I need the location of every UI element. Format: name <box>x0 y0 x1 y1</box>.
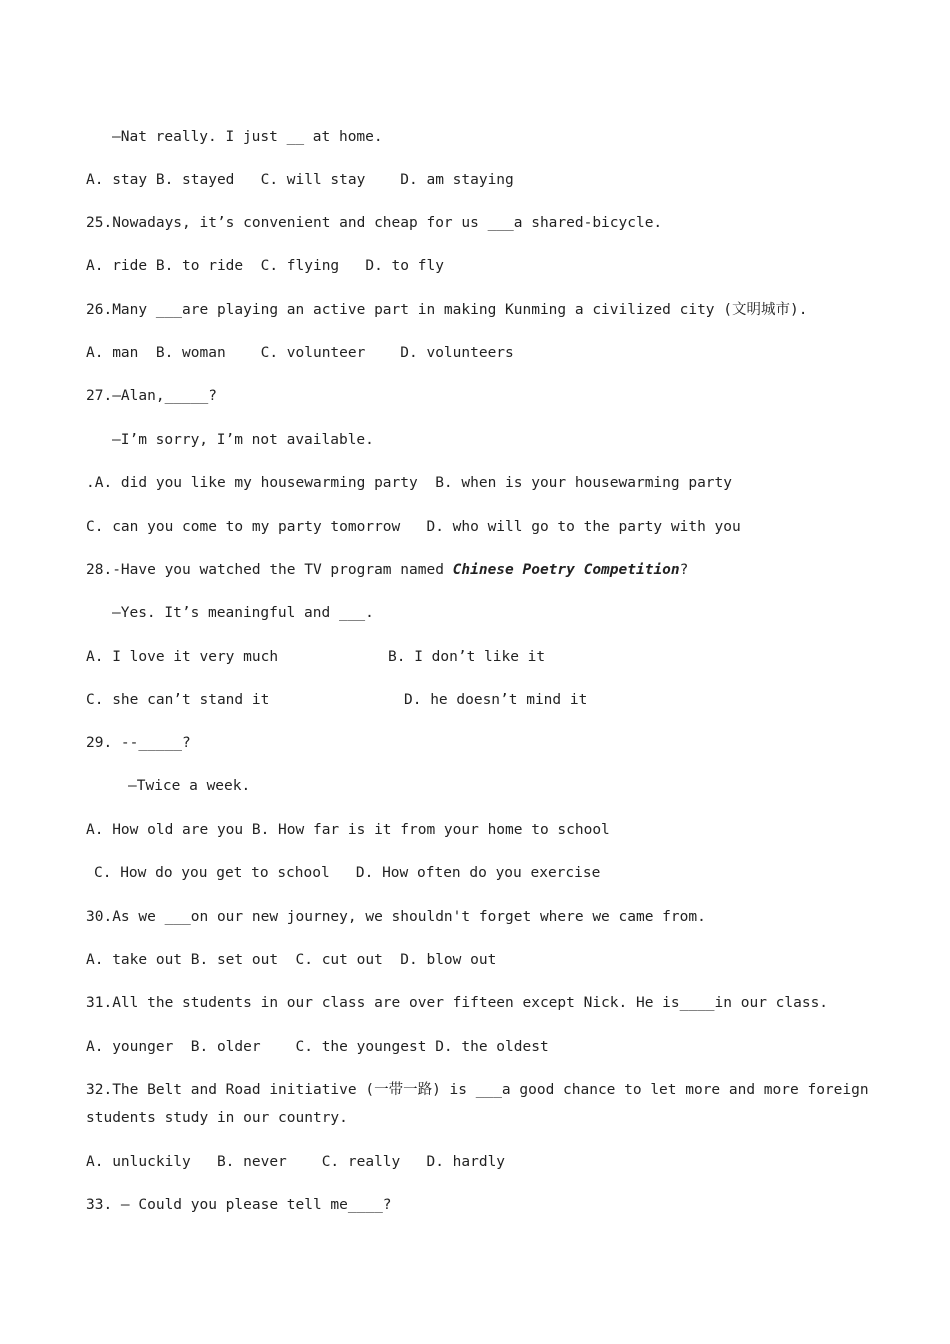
q27-stem: 27.—Alan,_____? <box>86 388 217 404</box>
q30-stem: 30.As we ___on our new journey, we shouldn't forget where we came from. <box>86 909 706 925</box>
q30-options: A. take out B. set out C. cut out D. blow out <box>86 952 497 968</box>
q32-stem-continued: students study in our country. <box>86 1110 348 1126</box>
q25-options: A. ride B. to ride C. flying D. to fly <box>86 258 444 274</box>
q27-reply: —I’m sorry, I’m not available. <box>112 432 374 448</box>
q28-option-b: B. I don’t like it <box>388 649 546 665</box>
q26-options: A. man B. woman C. volunteer D. volunteers <box>86 345 514 361</box>
q32-options: A. unluckily B. never C. really D. hardly <box>86 1154 506 1170</box>
q29-options-cd: C. How do you get to school D. How often do you exercise <box>94 865 601 881</box>
q28-stem-post: ? <box>679 562 689 578</box>
q28-option-c: C. she can’t stand it <box>86 692 270 708</box>
q33-stem: 33. — Could you please tell me____? <box>86 1197 392 1213</box>
q31-stem: 31.All the students in our class are over fifteen except Nick. He is____in our class. <box>86 995 829 1011</box>
q27-options-cd: C. can you come to my party tomorrow D. who will go to the party with you <box>86 519 741 535</box>
q24-answer-line: —Nat really. I just __ at home. <box>112 129 383 145</box>
q28-option-a: A. I love it very much <box>86 649 279 665</box>
q32-stem: 32.The Belt and Road initiative (一带一路) is ___a good chance to let more and more foreign <box>86 1082 869 1098</box>
q29-reply: —Twice a week. <box>128 778 251 794</box>
q26-stem: 26.Many ___are playing an active part in making Kunming a civilized city (文明城市). <box>86 302 808 318</box>
q28-program-title: Chinese Poetry Competition <box>452 562 680 578</box>
q31-options: A. younger B. older C. the youngest D. the oldest <box>86 1039 549 1055</box>
q29-options-ab: A. How old are you B. How far is it from your home to school <box>86 822 610 838</box>
q28-option-d: D. he doesn’t mind it <box>404 692 588 708</box>
q24-options: A. stay B. stayed C. will stay D. am staying <box>86 172 514 188</box>
q28-stem-pre: 28.-Have you watched the TV program named <box>86 562 453 578</box>
q28-stem <box>86 560 688 580</box>
q25-stem: 25.Nowadays, it’s convenient and cheap for us ___a shared-bicycle. <box>86 215 663 231</box>
q28-reply: —Yes. It’s meaningful and ___. <box>112 605 374 621</box>
q27-options-ab: .A. did you like my housewarming party B. when is your housewarming party <box>86 475 733 491</box>
q29-stem: 29. --_____? <box>86 735 191 751</box>
